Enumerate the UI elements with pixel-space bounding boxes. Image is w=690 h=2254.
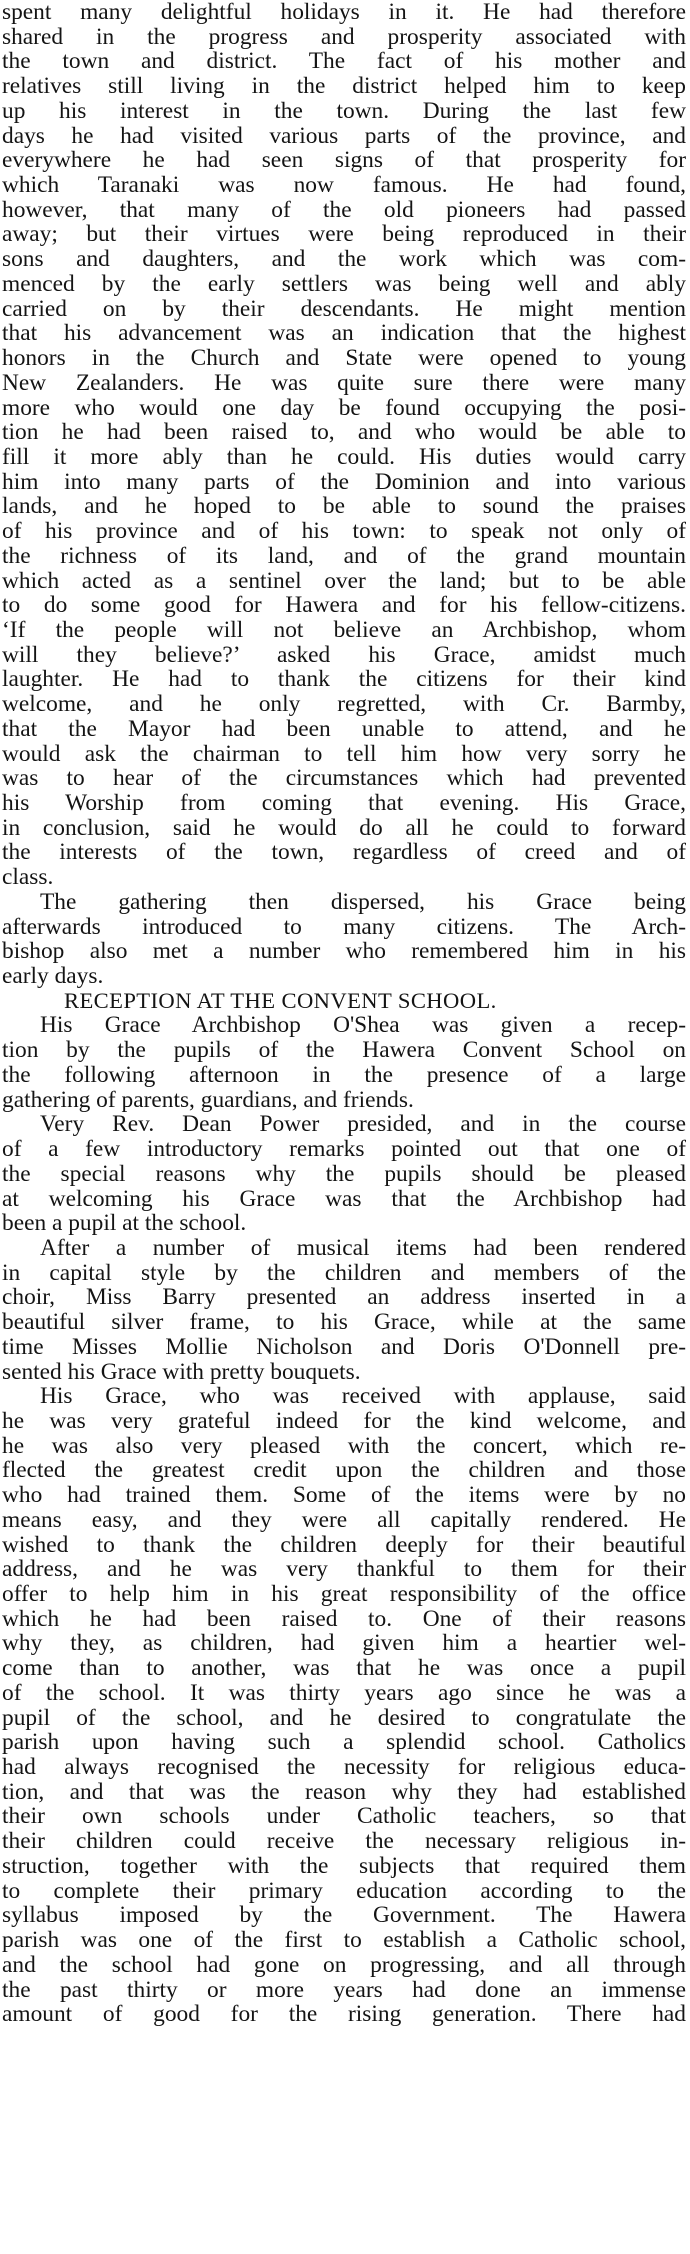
text-line: who had trained them. Some of the items were by no: [2, 1483, 686, 1508]
text-line: class.: [2, 865, 54, 890]
text-line: in capital style by the children and members of the: [2, 1260, 686, 1286]
text-line: The gathering then dispersed, his Grace being: [40, 889, 686, 915]
text-line: to complete their primary education according to the: [2, 1878, 686, 1904]
text-line: more who would one day be found occupying the posi-: [2, 395, 686, 421]
text-line: honors in the Church and State were opened to young: [2, 346, 686, 371]
text-line: in conclusion, said he would do all he could to forward: [2, 815, 686, 841]
text-line: was to hear of the circumstances which had prevented: [2, 766, 686, 791]
text-line: will they believe?’ asked his Grace, amidst much: [2, 642, 686, 668]
text-line: New Zealanders. He was quite sure there were many: [2, 370, 686, 396]
text-line: fill it more ably than he could. His duties would carry: [2, 444, 686, 470]
text-line: tion by the pupils of the Hawera Convent School on: [2, 1038, 686, 1063]
text-line: After a number of musical items had been rendered: [40, 1235, 686, 1261]
text-line: come than to another, was that he was once a pupil: [2, 1656, 686, 1681]
text-line: however, that many of the old pioneers had passed: [2, 197, 686, 223]
text-line: His Grace, who was received with applause, said: [40, 1384, 686, 1409]
text-line: the special reasons why the pupils should be pleased: [2, 1161, 686, 1187]
text-line: the following afternoon in the presence of a large: [2, 1062, 686, 1088]
text-line: sented his Grace with pretty bouquets.: [2, 1359, 361, 1385]
text-line: would ask the chairman to tell him how very sorry he: [2, 741, 686, 767]
text-line: syllabus imposed by the Government. The Hawera: [2, 1903, 686, 1929]
text-line: everywhere he had seen signs of that prosperity for: [2, 148, 686, 174]
text-line: their own schools under Catholic teachers, so that: [2, 1804, 686, 1830]
text-line: means easy, and they were all capitally rendered. He: [2, 1507, 686, 1533]
text-line: flected the greatest credit upon the children and those: [2, 1458, 686, 1484]
text-line: which Taranaki was now famous. He had found,: [2, 173, 686, 198]
text-line: the past thirty or more years had done an immense: [2, 1977, 686, 2003]
text-line: beautiful silver frame, to his Grace, while at the same: [2, 1310, 686, 1335]
text-line: welcome, and he only regretted, with Cr. Barmby,: [2, 692, 686, 717]
text-line: menced by the early settlers was being well and ably: [2, 271, 686, 297]
paragraph-dean-power: [2, 1112, 686, 1236]
text-line: that the Mayor had been unable to attend, and he: [2, 716, 686, 742]
text-line: of the school. It was thirty years ago since he was a: [2, 1680, 686, 1706]
text-line: away; but their virtues were being reproduced in their: [2, 222, 686, 248]
text-line: up his interest in the town. During the last few: [2, 98, 686, 124]
text-line: the interests of the town, regardless of creed and of: [2, 840, 686, 866]
paragraph-grace-reply: [2, 1384, 686, 2027]
text-line: his Worship from coming that evening. His Grace,: [2, 791, 686, 816]
section-heading: RECEPTION AT THE CONVENT SCHOOL.: [64, 988, 497, 1013]
paragraph-gathering-dispersed: [2, 890, 686, 989]
text-line: struction, together with the subjects that required them: [2, 1853, 686, 1879]
text-line: tion he had been raised to, and who would be able to: [2, 420, 686, 445]
text-line: carried on by their descendants. He might mention: [2, 296, 686, 322]
text-line: address, and he was very thankful to them for their: [2, 1557, 686, 1582]
text-line: shared in the progress and prosperity associated with: [2, 24, 686, 50]
text-line: laughter. He had to thank the citizens for their kind: [2, 667, 686, 693]
text-line: ‘If the people will not believe an Archbishop, whom: [2, 617, 686, 643]
text-line: and the school had gone on progressing, and all through: [2, 1952, 686, 1978]
text-line: the town and district. The fact of his mother and: [2, 49, 686, 75]
paragraph-musical-items: [2, 1236, 686, 1384]
text-line: offer to help him in his great responsibility of the office: [2, 1582, 686, 1607]
text-line: pupil of the school, and he desired to congratulate the: [2, 1705, 686, 1731]
text-line: tion, and that was the reason why they had established: [2, 1779, 686, 1805]
text-line: early days.: [2, 964, 104, 989]
text-line: days he had visited various parts of the province, and: [2, 123, 686, 149]
text-line: wished to thank the children deeply for their beautiful: [2, 1532, 686, 1558]
text-line: relatives still living in the district helped him to keep: [2, 74, 686, 99]
text-line: choir, Miss Barry presented an address inserted in a: [2, 1285, 686, 1311]
text-line: that his advancement was an indication that the highest: [2, 321, 686, 347]
text-line: time Misses Mollie Nicholson and Doris O'Donnell pre-: [2, 1334, 686, 1360]
text-line: which acted as a sentinel over the land; but to be able: [2, 568, 686, 594]
text-line: His Grace Archbishop O'Shea was given a recep-: [40, 1013, 686, 1039]
text-line: of his province and of his town: to speak not only of: [2, 519, 686, 544]
text-line: had always recognised the necessity for religious educa-: [2, 1755, 686, 1780]
text-line: Very Rev. Dean Power presided, and in the course: [40, 1112, 686, 1138]
text-line: he was also very pleased with the concert, which re-: [2, 1433, 686, 1459]
text-line: he was very grateful indeed for the kind welcome, and: [2, 1408, 686, 1434]
text-line: lands, and he hoped to be able to sound the praises: [2, 494, 686, 520]
text-line: parish was one of the first to establish a Catholic school,: [2, 1928, 686, 1953]
text-line: sons and daughters, and the work which was com-: [2, 247, 686, 272]
text-line: parish upon having such a splendid school. Catholics: [2, 1730, 686, 1756]
text-line: been a pupil at the school.: [2, 1211, 247, 1236]
paragraph-archbishop-speech: [2, 0, 686, 890]
text-line: why they, as children, had given him a heartier wel-: [2, 1631, 686, 1657]
text-line: the richness of its land, and of the grand mountain: [2, 543, 686, 569]
text-line: their children could receive the necessary religious in-: [2, 1829, 686, 1854]
text-line: which he had been raised to. One of their reasons: [2, 1606, 686, 1632]
text-line: him into many parts of the Dominion and into various: [2, 469, 686, 495]
text-line: bishop also met a number who remembered him in his: [2, 939, 686, 965]
text-line: at welcoming his Grace was that the Archbishop had: [2, 1186, 686, 1212]
text-line: amount of good for the rising generation. There had: [2, 2002, 686, 2027]
paragraph-reception: [2, 1013, 686, 1112]
text-line: afterwards introduced to many citizens. The Arch-: [2, 914, 686, 940]
text-line: gathering of parents, guardians, and friends.: [2, 1087, 414, 1113]
text-line: to do some good for Hawera and for his fellow-citizens.: [2, 593, 686, 618]
text-line: spent many delightful holidays in it. He had therefore: [2, 0, 686, 25]
text-line: of a few introductory remarks pointed out that one of: [2, 1137, 686, 1162]
